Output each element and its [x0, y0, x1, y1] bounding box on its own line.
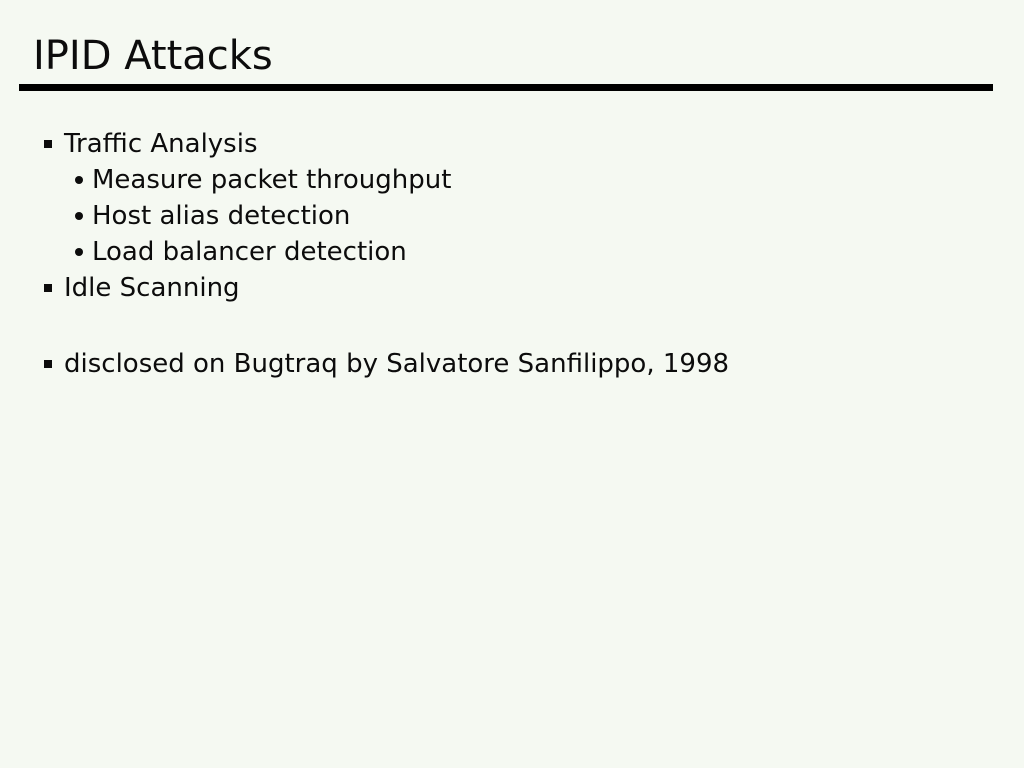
dot-bullet-icon — [75, 176, 83, 184]
sub-bullet-item — [0, 198, 1024, 234]
bullet-item — [0, 126, 1024, 162]
slide-body — [0, 126, 1024, 382]
bullet-item — [0, 270, 1024, 306]
bullet-text: disclosed on Bugtraq by Salvatore Sanfilippo, 1998 — [64, 349, 730, 379]
blank-line-spacer — [0, 306, 1024, 346]
sub-bullet-item — [0, 234, 1024, 270]
square-bullet-icon — [44, 360, 52, 368]
square-bullet-icon — [44, 140, 52, 148]
bullet-text: Measure packet throughput — [92, 165, 452, 195]
sub-bullet-item — [0, 162, 1024, 198]
title-underline — [19, 84, 993, 91]
page-title: IPID Attacks — [33, 33, 273, 79]
bullet-text: Idle Scanning — [64, 273, 240, 303]
bullet-item — [0, 346, 1024, 382]
dot-bullet-icon — [75, 212, 83, 220]
dot-bullet-icon — [75, 248, 83, 256]
square-bullet-icon — [44, 284, 52, 292]
bullet-text: Host alias detection — [92, 201, 351, 231]
bullet-text: Load balancer detection — [92, 237, 407, 267]
bullet-text: Traffic Analysis — [64, 129, 258, 159]
